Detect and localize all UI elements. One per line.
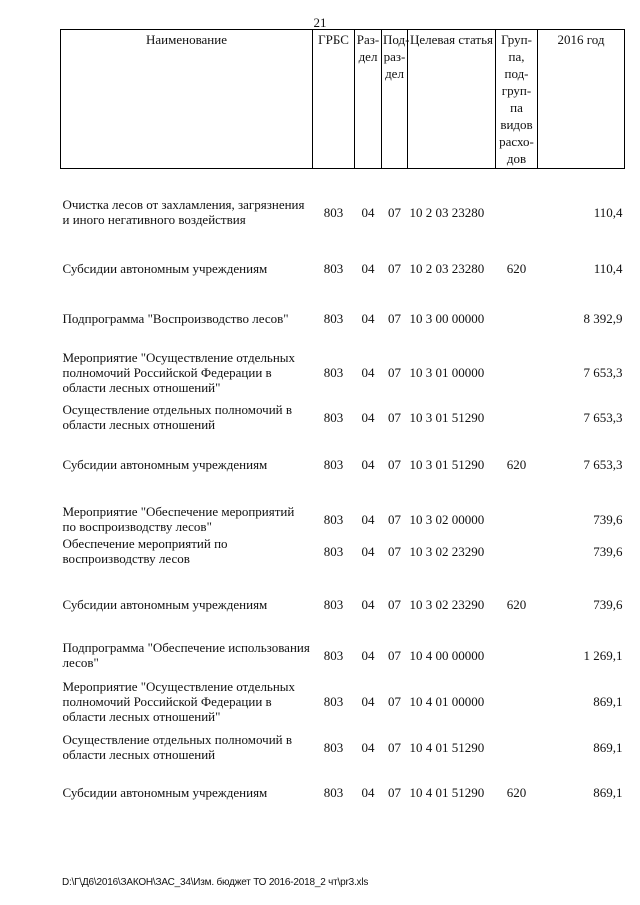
cell-target: 10 3 02 23290 (409, 596, 485, 612)
cell-name: Субсидии автономным учреждениям (62, 784, 268, 800)
cell-name: Подпрограмма "Воспроизводство лесов" (62, 310, 289, 326)
cell-grbs: 803 (323, 409, 344, 425)
cell-target: 10 3 01 51290 (409, 456, 485, 472)
cell-grbs: 803 (323, 543, 344, 559)
header-target: Целевая статья (408, 30, 496, 169)
cell-target: 10 2 03 23280 (409, 260, 485, 276)
cell-grbs: 803 (323, 364, 344, 380)
cell-razdel: 04 (361, 693, 375, 709)
row-spacer (61, 567, 625, 587)
table-row (61, 677, 625, 725)
table-row (61, 775, 625, 809)
cell-razdel: 04 (361, 647, 375, 663)
cell-target: 10 3 02 00000 (409, 511, 485, 527)
cell-podrazdel: 07 (388, 543, 401, 559)
cell-grbs: 803 (323, 456, 344, 472)
cell-name: Осуществление отдельных полномочий в области лесных отношений (62, 402, 292, 432)
cell-razdel: 04 (361, 310, 375, 326)
cell-grbs: 803 (323, 693, 344, 709)
cell-amount: 739,6 (593, 511, 623, 527)
cell-razdel: 04 (361, 543, 375, 559)
cell-razdel: 04 (361, 511, 375, 527)
cell-grbs: 803 (323, 647, 344, 663)
cell-amount: 1 269,1 (583, 647, 623, 663)
cell-target: 10 3 01 00000 (409, 364, 485, 380)
cell-razdel: 04 (361, 456, 375, 472)
header-name: Наименование (61, 30, 313, 169)
table-row (61, 253, 625, 283)
budget-table (60, 29, 625, 809)
cell-group (496, 677, 538, 725)
row-spacer (61, 621, 625, 637)
cell-podrazdel: 07 (388, 511, 401, 527)
header-podrazdel: Под- раз- дел (382, 30, 408, 169)
cell-target: 10 4 00 00000 (409, 647, 485, 663)
cell-name: Субсидии автономным учреждениям (62, 596, 268, 612)
cell-amount: 110,4 (593, 260, 623, 276)
table-row (61, 637, 625, 673)
cell-grbs: 803 (323, 511, 344, 527)
cell-group (496, 729, 538, 765)
cell-group: 620 (506, 456, 527, 472)
cell-amount: 7 653,3 (583, 456, 623, 472)
header-amount: 2016 год (538, 30, 625, 169)
cell-name: Осуществление отдельных полномочий в области лесных отношений (62, 732, 292, 762)
cell-group (496, 637, 538, 673)
cell-amount: 8 392,9 (583, 310, 623, 326)
cell-group (496, 303, 538, 333)
cell-grbs: 803 (323, 310, 344, 326)
cell-grbs: 803 (323, 204, 344, 220)
table-row (61, 445, 625, 483)
cell-amount: 7 653,3 (583, 409, 623, 425)
header-razdel: Раз- дел (355, 30, 382, 169)
cell-group (496, 399, 538, 435)
cell-amount: 739,6 (593, 596, 623, 612)
cell-name: Подпрограмма "Обеспечение использования лесов" (62, 640, 310, 670)
cell-razdel: 04 (361, 409, 375, 425)
table-row (61, 303, 625, 333)
cell-group: 620 (506, 596, 527, 612)
cell-grbs: 803 (323, 784, 344, 800)
cell-podrazdel: 07 (388, 409, 401, 425)
cell-group (496, 503, 538, 535)
cell-grbs: 803 (323, 739, 344, 755)
table-row (61, 729, 625, 765)
cell-podrazdel: 07 (388, 596, 401, 612)
row-spacer (61, 169, 625, 194)
row-spacer (61, 435, 625, 445)
cell-razdel: 04 (361, 596, 375, 612)
header-row (61, 30, 625, 169)
cell-podrazdel: 07 (388, 693, 401, 709)
cell-podrazdel: 07 (388, 310, 401, 326)
cell-podrazdel: 07 (388, 647, 401, 663)
cell-podrazdel: 07 (388, 204, 401, 220)
cell-amount: 869,1 (593, 784, 623, 800)
table-row (61, 347, 625, 397)
table-row (61, 399, 625, 435)
row-spacer (61, 333, 625, 347)
cell-amount: 110,4 (593, 204, 623, 220)
cell-podrazdel: 07 (388, 364, 401, 380)
cell-target: 10 3 00 00000 (409, 310, 485, 326)
row-spacer (61, 231, 625, 253)
cell-razdel: 04 (361, 739, 375, 755)
row-spacer (61, 483, 625, 503)
cell-podrazdel: 07 (388, 260, 401, 276)
cell-amount: 869,1 (593, 739, 623, 755)
cell-podrazdel: 07 (388, 456, 401, 472)
cell-name: Субсидии автономным учреждениям (62, 456, 268, 472)
file-path-footer: D:\Г\Д6\2016\ЗАКОН\ЗАС_34\Изм. бюджет ТО 2016-2018_2 чт\pr3.xls (62, 877, 369, 888)
cell-group: 620 (506, 784, 527, 800)
row-spacer (61, 765, 625, 775)
cell-group: 620 (506, 260, 527, 276)
cell-razdel: 04 (361, 784, 375, 800)
cell-amount: 869,1 (593, 693, 623, 709)
cell-name: Мероприятие "Осуществление отдельных полномочий Российской Федерации в области лесных отношений" (62, 349, 296, 395)
page-number: 21 (313, 15, 327, 30)
table-row (61, 535, 625, 567)
table-row (61, 503, 625, 535)
cell-grbs: 803 (323, 260, 344, 276)
cell-razdel: 04 (361, 204, 375, 220)
cell-group (496, 193, 538, 231)
cell-target: 10 4 01 00000 (409, 693, 485, 709)
cell-razdel: 04 (361, 260, 375, 276)
cell-target: 10 3 01 51290 (409, 409, 485, 425)
cell-name: Обеспечение мероприятий по воспроизводству лесов (62, 536, 228, 566)
table-row (61, 587, 625, 621)
cell-amount: 739,6 (593, 543, 623, 559)
cell-target: 10 4 01 51290 (409, 739, 485, 755)
table-row (61, 193, 625, 231)
cell-name: Очистка лесов от захламления, загрязнения и иного негативного воздействия (62, 197, 305, 227)
cell-podrazdel: 07 (388, 784, 401, 800)
cell-name: Субсидии автономным учреждениям (62, 260, 268, 276)
header-group: Груп- па, под- груп- па видов расхо- дов (496, 30, 538, 169)
cell-target: 10 3 02 23290 (409, 543, 485, 559)
cell-name: Мероприятие "Обеспечение мероприятий по воспроизводству лесов" (62, 504, 295, 534)
header-grbs: ГРБС (313, 30, 355, 169)
cell-name: Мероприятие "Осуществление отдельных полномочий Российской Федерации в области лесных отношений" (62, 678, 296, 724)
cell-group (496, 535, 538, 567)
cell-group (496, 347, 538, 397)
cell-amount: 7 653,3 (583, 364, 623, 380)
cell-target: 10 4 01 51290 (409, 784, 485, 800)
cell-grbs: 803 (323, 596, 344, 612)
cell-razdel: 04 (361, 364, 375, 380)
cell-podrazdel: 07 (388, 739, 401, 755)
row-spacer (61, 283, 625, 303)
cell-target: 10 2 03 23280 (409, 204, 485, 220)
